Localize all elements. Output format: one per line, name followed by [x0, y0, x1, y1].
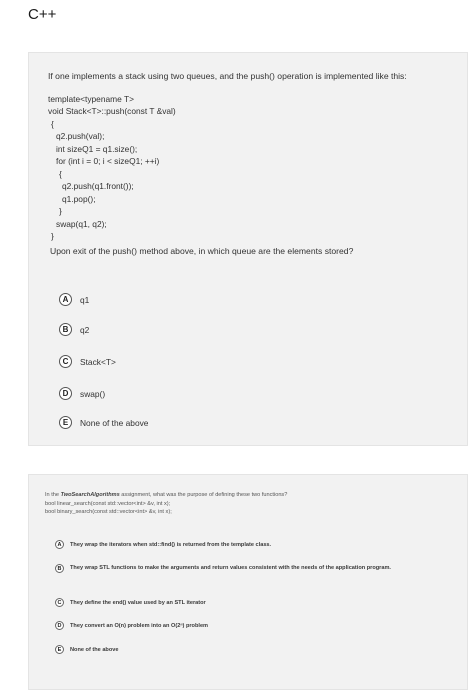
code-line: } — [59, 206, 62, 216]
question-1-prompt: If one implements a stack using two queues, and the push() operation is implemented like this: — [48, 71, 407, 81]
option-label: They wrap STL functions to make the arguments and return values consistent with the needs of the application program. — [70, 565, 391, 571]
option-label: They define the end() value used by an STL iterator — [70, 599, 206, 606]
option-letter-badge: E — [55, 645, 64, 654]
option-e[interactable] — [59, 416, 148, 429]
code-line: for (int i = 0; i < sizeQ1; ++i) — [56, 156, 160, 166]
code-line: q2.push(val); — [56, 131, 105, 141]
question-card-2 — [28, 474, 468, 690]
option-label: Stack<T> — [80, 356, 116, 367]
option-c[interactable] — [55, 598, 206, 607]
option-letter-badge: A — [55, 540, 64, 549]
code-line: } — [51, 231, 54, 241]
prompt-text: In the — [45, 492, 61, 498]
option-letter-badge: B — [55, 564, 64, 573]
option-a[interactable] — [55, 540, 271, 549]
option-label: swap() — [80, 388, 106, 399]
question-1-text: Upon exit of the push() method above, in which queue are the elements stored? — [50, 246, 354, 256]
option-letter-badge: D — [55, 621, 64, 630]
option-label: They wrap the iterators when std::find() is returned from the template class. — [70, 541, 272, 548]
option-label: They convert an O(n) problem into an O(2ⁿ) problem — [70, 622, 209, 629]
option-letter-badge: E — [59, 416, 72, 429]
option-label: None of the above — [80, 417, 149, 428]
option-letter-badge: D — [59, 387, 72, 400]
option-e[interactable] — [55, 645, 118, 654]
code-line: q1.pop(); — [62, 194, 96, 204]
option-letter-badge: A — [59, 293, 72, 306]
code-line: q2.push(q1.front()); — [62, 181, 134, 191]
code-line: template<typename T> — [48, 94, 134, 104]
option-letter-badge: B — [59, 323, 72, 336]
question-card-1 — [28, 52, 468, 446]
option-c[interactable] — [59, 355, 116, 368]
option-label: q1 — [80, 294, 90, 305]
option-b[interactable] — [59, 323, 89, 336]
code-line: { — [51, 119, 54, 129]
option-a[interactable] — [59, 293, 89, 306]
code-line: { — [59, 169, 62, 179]
option-label: None of the above — [70, 646, 119, 653]
code-line: int sizeQ1 = q1.size(); — [56, 144, 138, 154]
assignment-name: TwoSearchAlgorithms — [60, 492, 120, 498]
option-letter-badge: C — [59, 355, 72, 368]
option-letter-badge: C — [55, 598, 64, 607]
code-line: bool linear_search(const std::vector<int> &v, int x); — [45, 500, 171, 507]
code-line: void Stack<T>::push(const T &val) — [48, 106, 176, 116]
option-d[interactable] — [59, 387, 105, 400]
page-title: C++ — [28, 6, 57, 23]
option-label: q2 — [80, 324, 90, 335]
option-b[interactable] — [55, 564, 440, 573]
option-d[interactable] — [55, 621, 208, 630]
question-2-prompt — [45, 491, 460, 517]
code-line: bool binary_search(const std::vector<int> &v, int x); — [45, 509, 172, 515]
code-line: swap(q1, q2); — [56, 219, 107, 229]
prompt-text: assignment, what was the purpose of defining these two functions? — [119, 492, 288, 498]
